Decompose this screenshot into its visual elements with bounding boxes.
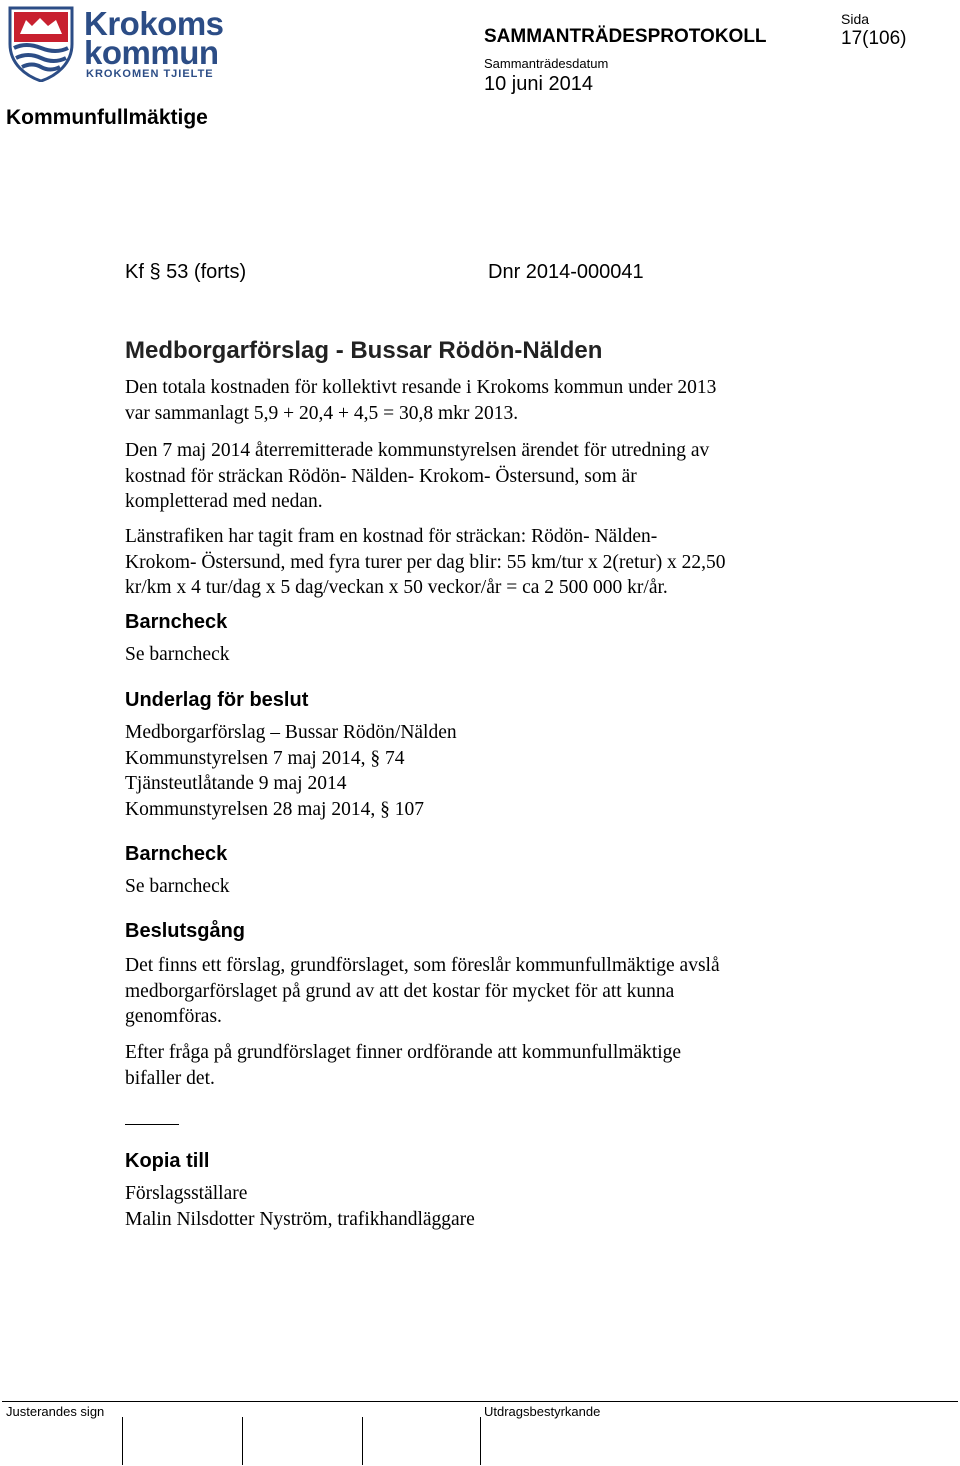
paragraph-decision [125,1040,845,1091]
text-line: genomföras. [125,1006,222,1027]
underlag-heading: Underlag för beslut [125,689,309,711]
logo-name-line-1: Krokoms [84,5,224,42]
paragraph-referral [125,438,845,515]
list-item: Kommunstyrelsen 28 maj 2014, § 107 [125,798,424,820]
text-line: kostnad för sträckan Rödön- Nälden- Krokom- Östersund, som är [125,465,637,487]
list-item: Tjänsteutlåtande 9 maj 2014 [125,773,347,794]
barncheck-text [125,642,845,668]
signature-box-divider [242,1417,243,1465]
text-line: var sammanlagt 5,9 + 20,4 + 4,5 = 30,8 mkr 2013. [125,402,519,424]
text-line: Se barncheck [125,876,230,897]
organization-name: Kommunfullmäktige [6,106,208,129]
list-item: Förslagsställare [125,1183,248,1204]
text-line: kr/km x 4 tur/dag x 5 dag/veckan x 50 veckor/år = ca 2 500 000 kr/år. [125,577,668,598]
kopia-heading: Kopia till [125,1150,210,1172]
list-item: Malin Nilsdotter Nyström, trafikhandläggare [125,1208,475,1230]
kopia-list [125,1181,845,1232]
coat-of-arms-icon [6,4,76,82]
text-line: Efter fråga på grundförslaget finner ordförande att kommunfullmäktige [125,1042,682,1063]
barncheck-heading: Barncheck [125,611,228,633]
diary-number: Dnr 2014-000041 [488,261,644,283]
separator-line [125,1124,179,1125]
beslutsgang-heading: Beslutsgång [125,920,246,942]
paragraph-proposal [125,953,845,1030]
justerandes-sign-label: Justerandes sign [6,1404,105,1419]
page-title: Medborgarförslag - Bussar Rödön-Nälden [125,337,603,364]
text-line: Den 7 maj 2014 återremitterade kommunstyrelsen ärendet för utredning av [125,440,710,461]
text-line: medborgarförslaget på grund av att det kostar för mycket för att kunna [125,980,675,1002]
paragraph-total-cost [125,375,845,426]
text-line: Krokom- Östersund, med fyra turer per dag blir: 55 km/tur x 2(retur) x 22,50 [125,551,726,573]
signature-box-divider [362,1417,363,1465]
text-line: bifaller det. [125,1067,215,1089]
page-number: 17(106) [841,28,907,49]
barncheck-text [125,874,845,900]
meeting-date: 10 juni 2014 [484,73,593,95]
underlag-list [125,720,845,822]
list-item: Medborgarförslag – Bussar Rödön/Nälden [125,722,457,743]
list-item: Kommunstyrelsen 7 maj 2014, § 74 [125,747,405,769]
text-line: Länstrafiken har tagit fram en kostnad för sträckan: Rödön- Nälden- [125,526,658,547]
paragraph-reference: Kf § 53 (forts) [125,261,247,283]
signature-box-divider [480,1417,481,1465]
barncheck-heading: Barncheck [125,843,228,865]
signature-box-divider [122,1417,123,1465]
logo-name-line-2: kommun [84,34,219,71]
document-type: SAMMANTRÄDESPROTOKOLL [484,26,767,47]
footer-rule [2,1401,958,1402]
municipality-logo [6,4,224,84]
signature-footer [0,1401,960,1466]
text-line: kompletterad med nedan. [125,491,323,512]
text-line: Den totala kostnaden för kollektivt resande i Krokoms kommun under 2013 [125,377,717,398]
text-line: Se barncheck [125,644,230,665]
text-line: Det finns ett förslag, grundförslaget, som föreslår kommunfullmäktige avslå [125,955,720,976]
date-label: Sammanträdesdatum [484,56,609,71]
paragraph-cost-estimate [125,524,845,601]
page-label: Sida [841,11,870,27]
utdragsbestyrkande-label: Utdragsbestyrkande [484,1404,601,1419]
logo-subtitle: KROKOMEN TJIELTE [86,68,214,80]
